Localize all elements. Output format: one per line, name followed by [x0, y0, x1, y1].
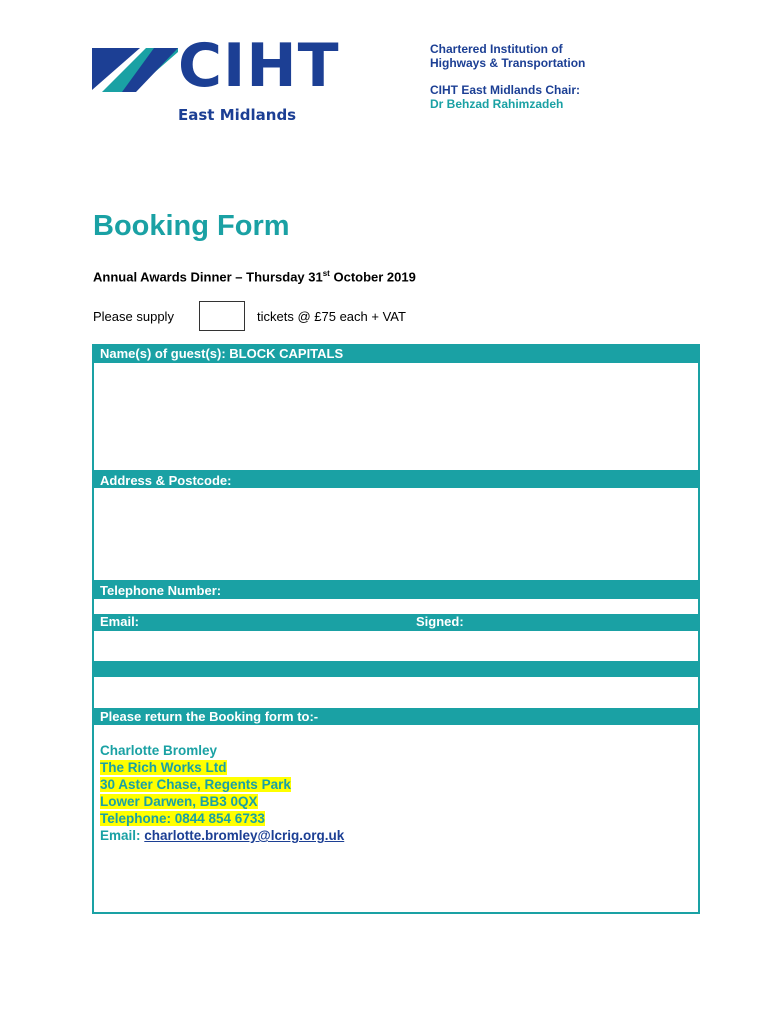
ticket-price-text: tickets @ £75 each + VAT: [257, 309, 406, 324]
event-subtitle: [93, 269, 416, 284]
contact-email-link[interactable]: charlotte.bromley@lcrig.org.uk: [144, 828, 345, 843]
telephone-header: [94, 580, 698, 599]
address-header: [94, 470, 698, 488]
org-line-1: Chartered Institution of: [430, 42, 563, 56]
contact-company: The Rich Works Ltd: [100, 760, 227, 775]
organisation-info: [430, 42, 585, 111]
supply-label: Please supply: [93, 309, 174, 324]
email-header: [94, 614, 698, 631]
return-address: [100, 742, 344, 844]
guests-field[interactable]: [94, 363, 698, 470]
guests-label: Name(s) of guest(s): BLOCK CAPITALS: [100, 346, 344, 361]
signature-field[interactable]: [94, 677, 698, 708]
contact-telephone: Telephone: 0844 854 6733: [100, 811, 265, 826]
page-title: Booking Form: [93, 210, 290, 242]
chair-label: CIHT East Midlands Chair:: [430, 83, 581, 97]
contact-email-label: Email:: [100, 828, 141, 843]
contact-address-2: Lower Darwen, BB3 0QX: [100, 794, 258, 809]
return-header: [94, 708, 698, 725]
event-subtitle-pre: Annual Awards Dinner – Thursday 31: [93, 269, 323, 285]
address-field[interactable]: [94, 488, 698, 580]
org-line-2: Highways & Transportation: [430, 56, 586, 70]
chair-name: Dr Behzad Rahimzadeh: [430, 97, 564, 111]
return-label: Please return the Booking form to:-: [100, 709, 319, 724]
ticket-quantity-input[interactable]: [199, 301, 245, 331]
booking-form: [92, 344, 700, 914]
signed-label: Signed:: [416, 614, 464, 629]
spacer-band: [94, 661, 698, 677]
guests-header: [94, 346, 698, 363]
contact-name: Charlotte Bromley: [100, 743, 218, 758]
contact-address-1: 30 Aster Chase, Regents Park: [100, 777, 291, 792]
email-label: Email:: [100, 614, 140, 629]
telephone-field[interactable]: [94, 599, 698, 614]
event-subtitle-sup: st: [322, 269, 330, 278]
logo-wordmark: CIHT: [178, 31, 340, 101]
telephone-label: Telephone Number:: [100, 583, 222, 598]
ciht-swoosh-icon: [92, 42, 178, 98]
address-label: Address & Postcode:: [100, 473, 232, 488]
email-field[interactable]: [94, 631, 698, 661]
logo-region: East Midlands: [178, 106, 297, 124]
ciht-logo: [92, 31, 352, 132]
event-subtitle-post: October 2019: [329, 269, 416, 285]
